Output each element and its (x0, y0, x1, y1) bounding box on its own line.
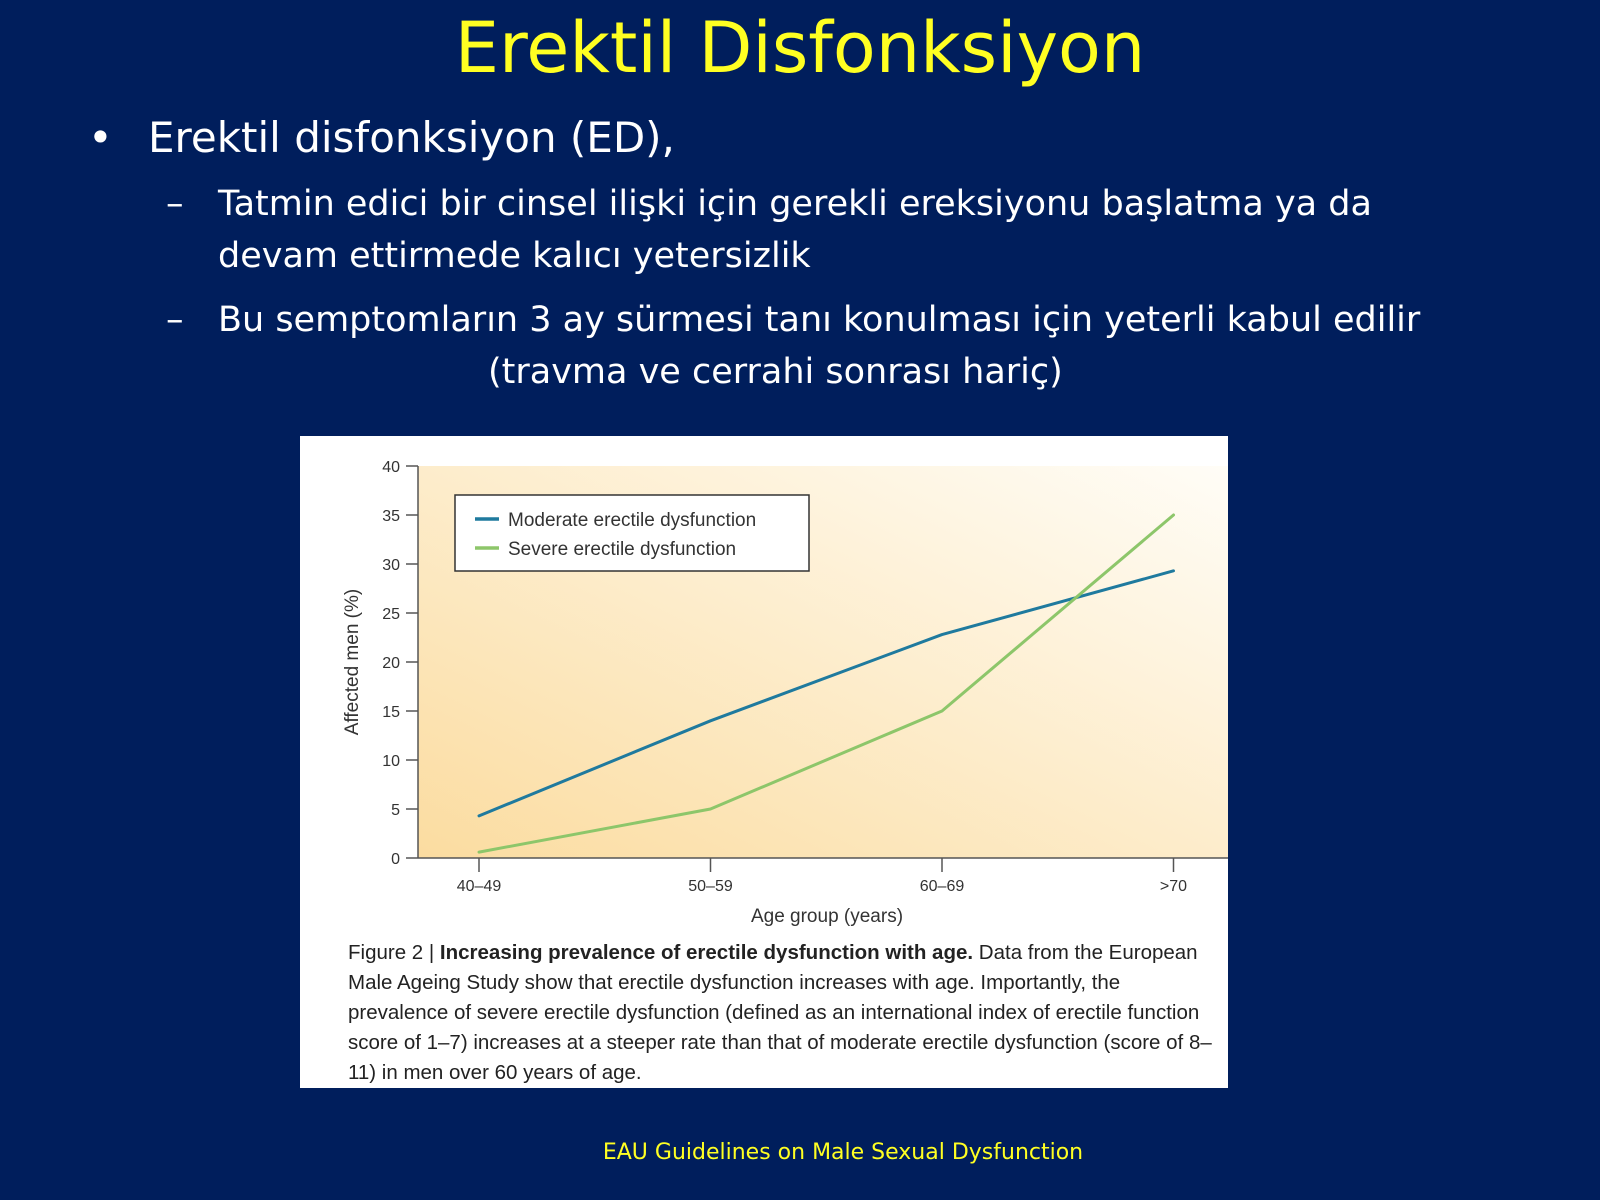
legend-label: Severe erectile dysfunction (508, 539, 737, 560)
caption-label: Figure 2 | (348, 941, 440, 964)
sub-point-text: Tatmin edici bir cinsel ilişki için gerekli ereksiyonu başlatma ya da devam ettirmede kalıcı yetersizlik (218, 184, 1372, 276)
y-tick-label: 40 (382, 459, 400, 476)
x-tick-label: >70 (1159, 878, 1188, 895)
x-tick-label: 60–69 (919, 878, 965, 895)
bullet-icon: • (88, 113, 113, 162)
figure-caption (348, 938, 1218, 1088)
y-tick-label: 10 (382, 753, 400, 770)
bullet-text: Erektil disfonksiyon (ED), (148, 113, 675, 162)
y-tick-label: 30 (382, 557, 400, 574)
source-note: EAU Guidelines on Male Sexual Dysfunction (602, 1140, 1084, 1165)
y-tick-label: 5 (391, 802, 400, 819)
dash-icon: – (166, 184, 184, 224)
slide-title: Erektil Disfonksiyon (454, 7, 1146, 89)
legend-label: Moderate erectile dysfunction (508, 510, 757, 531)
prevalence-line-chart (300, 436, 1228, 936)
y-tick-label: 35 (382, 508, 400, 525)
y-tick-label: 15 (382, 704, 400, 721)
dash-icon: – (166, 300, 184, 340)
y-axis-label: Affected men (%) (342, 588, 363, 736)
sub-point-text: Bu semptomların 3 ay sürmesi tanı konulması için yeterli kabul edilir (218, 300, 1421, 340)
y-tick-label: 0 (391, 851, 400, 868)
x-tick-label: 50–59 (688, 878, 733, 895)
caption-text: Data from the European Male Ageing Study show that erectile dysfunction increases with age. Importantly, the prevalence of severe erectile dysfunction (defined as an international index of erectile function score of 1–7) increases at a steeper rate than that of moderate erectile dysfunction (score of 8–11) in men over 60 years of age. (348, 941, 1212, 1084)
x-tick-label: 40–49 (456, 878, 502, 895)
y-tick-label: 20 (382, 655, 400, 672)
sub-point-text-continued: (travma ve cerrahi sonrası hariç) (488, 352, 1063, 392)
y-tick-label: 25 (382, 606, 400, 623)
figure-panel (300, 436, 1228, 1088)
caption-title: Increasing prevalence of erectile dysfunction with age. (439, 941, 974, 964)
x-axis-label: Age group (years) (750, 906, 904, 927)
